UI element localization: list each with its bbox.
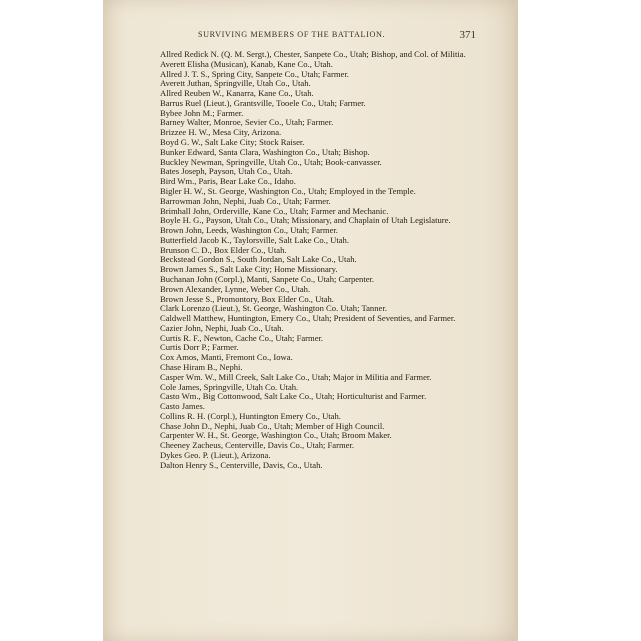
page-number: 371: [459, 29, 476, 41]
list-item: Casper Wm. W., Mill Creek, Salt Lake Co., Utah; Major in Militia and Farmer.: [160, 371, 432, 382]
list-item: Brown John, Leeds, Washington Co., Utah; Farmer.: [160, 225, 338, 236]
list-item: Chase John D., Nephi, Juab Co., Utah; Member of High Council.: [160, 420, 385, 431]
list-item: Boyle H. G., Payson, Utah Co., Utah; Missionary, and Chaplain of Utah Legislature.: [160, 215, 451, 226]
list-item: Barrus Ruel (Lieut.), Grantsville, Tooele Co., Utah; Farmer.: [160, 97, 366, 108]
list-item: Curtis Dorr P.; Farmer.: [160, 342, 239, 353]
list-item: Allred Reuben W., Kanarra, Kane Co., Utah.: [160, 88, 314, 99]
list-item: Carpenter W. H., St. George, Washington Co., Utah; Broom Maker.: [160, 430, 392, 441]
list-item: Bunker Edward, Santa Clara, Washington Co., Utah; Bishop.: [160, 146, 370, 157]
list-item: Beckstead Gordon S., South Jordan, Salt Lake Co., Utah.: [160, 254, 357, 265]
list-item: Bybee John M.; Farmer.: [160, 107, 244, 118]
member-list: [160, 50, 472, 471]
page-edge: [515, 0, 518, 641]
list-item: Dykes Geo. P. (Lieut.), Arizona.: [160, 450, 271, 461]
list-item: Bates Joseph, Payson, Utah Co., Utah.: [160, 166, 293, 177]
list-item: Dalton Henry S., Centerville, Davis, Co., Utah.: [160, 459, 323, 470]
list-item: Butterfield Jacob K., Taylorsville, Salt Lake Co., Utah.: [160, 234, 349, 245]
list-item: Averett Elisha (Musican), Kanab, Kane Co., Utah.: [160, 58, 333, 69]
list-item: Brown James S., Salt Lake City; Home Missionary.: [160, 264, 338, 275]
list-item: Allred J. T. S., Spring City, Sanpete Co., Utah; Farmer.: [160, 68, 349, 79]
list-item: Cole James, Springville, Utah Co. Utah.: [160, 381, 299, 392]
list-item: Cox Amos, Manti, Fremont Co., Iowa.: [160, 352, 293, 363]
list-item: Brizzee H. W., Mesa City, Arizona.: [160, 127, 282, 138]
list-item: Brimhall John, Orderville, Kane Co., Utah; Farmer and Mechanic.: [160, 205, 389, 216]
book-page: [103, 0, 518, 641]
list-item: Collins R. H. (Corpl.), Huntington Emery Co., Utah.: [160, 410, 341, 421]
list-item: Cazier John, Nephi, Juab Co., Utah.: [160, 322, 284, 333]
list-item: Casto James.: [160, 401, 205, 412]
list-item: Brown Alexander, Lynne, Weber Co., Utah.: [160, 283, 311, 294]
list-item: Bigler H. W., St. George, Washington Co., Utah; Employed in the Temple.: [160, 185, 416, 196]
list-item: Brunson C. D., Box Elder Co., Utah.: [160, 244, 287, 255]
list-item: Cheeney Zacheus, Centerville, Davis Co., Utah; Farmer.: [160, 440, 355, 451]
list-item: Curtis R. F., Newton, Cache Co., Utah; Farmer.: [160, 332, 324, 343]
list-item: Barrowman John, Nephi, Juab Co., Utah; Farmer.: [160, 195, 331, 206]
list-item: Averett Juthan, Springville, Utah Co., Utah.: [160, 78, 311, 89]
list-item: Buchanan John (Corpl.), Manti, Sanpete Co., Utah; Carpenter.: [160, 273, 375, 284]
list-item: Brown Jesse S., Promontory, Box Elder Co., Utah.: [160, 293, 334, 304]
list-item: Clark Lorenzo (Lieut.), St. George, Washington Co. Utah; Tanner.: [160, 303, 387, 314]
list-item: Allred Redick N. (Q. M. Sergt.), Chester, Sanpete Co., Utah; Bishop, and Col. of Militia.: [160, 49, 466, 59]
running-title: SURVIVING MEMBERS OF THE BATTALION.: [198, 30, 386, 39]
list-item: Barney Walter, Monroe, Sevier Co., Utah; Farmer.: [160, 117, 334, 128]
list-item: Caldwell Matthew, Huntington, Emery Co., Utah; President of Seventies, and Farmer.: [160, 313, 456, 324]
list-item: Chase Hiram B., Nephi.: [160, 362, 243, 372]
list-item: Boyd G. W., Salt Lake City; Stock Raiser.: [160, 137, 305, 148]
running-head: [103, 30, 518, 44]
list-item: Buckley Newman, Springville, Utah Co., Utah; Book-canvasser.: [160, 156, 382, 167]
list-item: Casto Wm., Big Cottonwood, Salt Lake Co., Utah; Horticulturist and Farmer.: [160, 391, 427, 402]
list-item: Bird Wm., Paris, Bear Lake Co., Idaho.: [160, 176, 296, 187]
